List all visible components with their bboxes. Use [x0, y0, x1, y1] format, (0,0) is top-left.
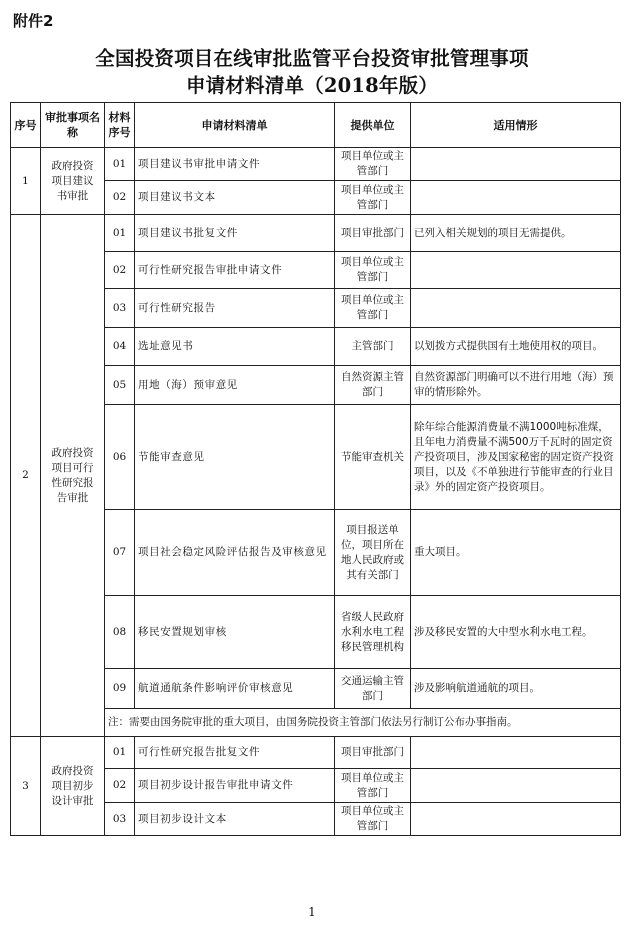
material-no-cell: 02: [105, 181, 135, 215]
group-seq-cell: 1: [11, 148, 41, 215]
material-name-cell: 可行性研究报告: [135, 289, 335, 328]
header-material-no: 材料序号: [105, 103, 135, 148]
condition-cell: [411, 803, 621, 836]
material-name-cell: 可行性研究报告批复文件: [135, 737, 335, 769]
material-name-cell: 项目建议书文本: [135, 181, 335, 215]
note-cell: 注：需要由国务院审批的重大项目，由国务院投资主管部门依法另行制订公布办事指南。: [105, 709, 621, 737]
material-no-cell: 01: [105, 737, 135, 769]
material-name-cell: 选址意见书: [135, 328, 335, 366]
provider-cell: 主管部门: [335, 328, 411, 366]
material-no-cell: 01: [105, 215, 135, 252]
provider-cell: 项目单位或主管部门: [335, 181, 411, 215]
condition-cell: [411, 737, 621, 769]
provider-cell: 项目单位或主管部门: [335, 769, 411, 803]
condition-cell: 涉及影响航道通航的项目。: [411, 669, 621, 709]
document-title-line-2: 申请材料清单（2018年版）: [185, 74, 439, 97]
material-no-cell: 03: [105, 803, 135, 836]
material-name-cell: 移民安置规划审核: [135, 596, 335, 669]
provider-cell: 省级人民政府水利水电工程移民管理机构: [335, 596, 411, 669]
approval-item-name-cell: 政府投资项目建议书审批: [41, 148, 105, 215]
material-name-cell: 项目初步设计文本: [135, 803, 335, 836]
material-no-cell: 07: [105, 510, 135, 596]
provider-cell: 项目审批部门: [335, 215, 411, 252]
table-row: [11, 737, 621, 769]
materials-table: [10, 102, 621, 836]
group-seq-cell: 3: [11, 737, 41, 836]
header-conditions: 适用情形: [411, 103, 621, 148]
material-name-cell: 航道通航条件影响评价审核意见: [135, 669, 335, 709]
condition-cell: [411, 769, 621, 803]
header-materials: 申请材料清单: [135, 103, 335, 148]
condition-cell: [411, 252, 621, 289]
table-row: [11, 215, 621, 252]
document-title-line-1: 全国投资项目在线审批监管平台投资审批管理事项: [95, 47, 529, 70]
material-no-cell: 08: [105, 596, 135, 669]
material-no-cell: 06: [105, 405, 135, 510]
condition-cell: [411, 289, 621, 328]
material-no-cell: 02: [105, 252, 135, 289]
material-no-cell: 01: [105, 148, 135, 181]
provider-cell: 交通运输主管部门: [335, 669, 411, 709]
material-no-cell: 05: [105, 366, 135, 405]
group-seq-cell: 2: [11, 215, 41, 737]
provider-cell: 项目单位或主管部门: [335, 803, 411, 836]
material-name-cell: 用地（海）预审意见: [135, 366, 335, 405]
table-row: [11, 148, 621, 181]
provider-cell: 项目报送单位，项目所在地人民政府或其有关部门: [335, 510, 411, 596]
condition-cell: 自然资源部门明确可以不进行用地（海）预审的情形除外。: [411, 366, 621, 405]
condition-cell: 重大项目。: [411, 510, 621, 596]
header-provider: 提供单位: [335, 103, 411, 148]
condition-cell: 除年综合能源消费量不满1000吨标准煤，且年电力消费量不满500万千瓦时的固定资产投资项目，涉及国家秘密的固定资产投资项目，以及《不单独进行节能审查的行业目录》外的固定资产投资项目。: [411, 405, 621, 510]
material-name-cell: 项目初步设计报告审批申请文件: [135, 769, 335, 803]
header-item-name: 审批事项名称: [41, 103, 105, 148]
material-no-cell: 03: [105, 289, 135, 328]
provider-cell: 项目单位或主管部门: [335, 252, 411, 289]
condition-cell: 已列入相关规划的项目无需提供。: [411, 215, 621, 252]
material-name-cell: 节能审查意见: [135, 405, 335, 510]
material-name-cell: 项目社会稳定风险评估报告及审核意见: [135, 510, 335, 596]
provider-cell: 自然资源主管部门: [335, 366, 411, 405]
header-seq: 序号: [11, 103, 41, 148]
material-no-cell: 09: [105, 669, 135, 709]
provider-cell: 项目单位或主管部门: [335, 148, 411, 181]
condition-cell: [411, 181, 621, 215]
provider-cell: 项目单位或主管部门: [335, 289, 411, 328]
page-number: 1: [308, 905, 316, 919]
material-name-cell: 项目建议书批复文件: [135, 215, 335, 252]
condition-cell: 涉及移民安置的大中型水利水电工程。: [411, 596, 621, 669]
material-no-cell: 02: [105, 769, 135, 803]
material-no-cell: 04: [105, 328, 135, 366]
provider-cell: 节能审查机关: [335, 405, 411, 510]
condition-cell: [411, 148, 621, 181]
approval-item-name-cell: 政府投资项目初步设计审批: [41, 737, 105, 836]
approval-item-name-cell: 政府投资项目可行性研究报告审批: [41, 215, 105, 737]
table-header-row: [11, 103, 621, 148]
condition-cell: 以划拨方式提供国有土地使用权的项目。: [411, 328, 621, 366]
attachment-label: 附件2: [13, 12, 54, 30]
material-name-cell: 项目建议书审批申请文件: [135, 148, 335, 181]
material-name-cell: 可行性研究报告审批申请文件: [135, 252, 335, 289]
provider-cell: 项目审批部门: [335, 737, 411, 769]
